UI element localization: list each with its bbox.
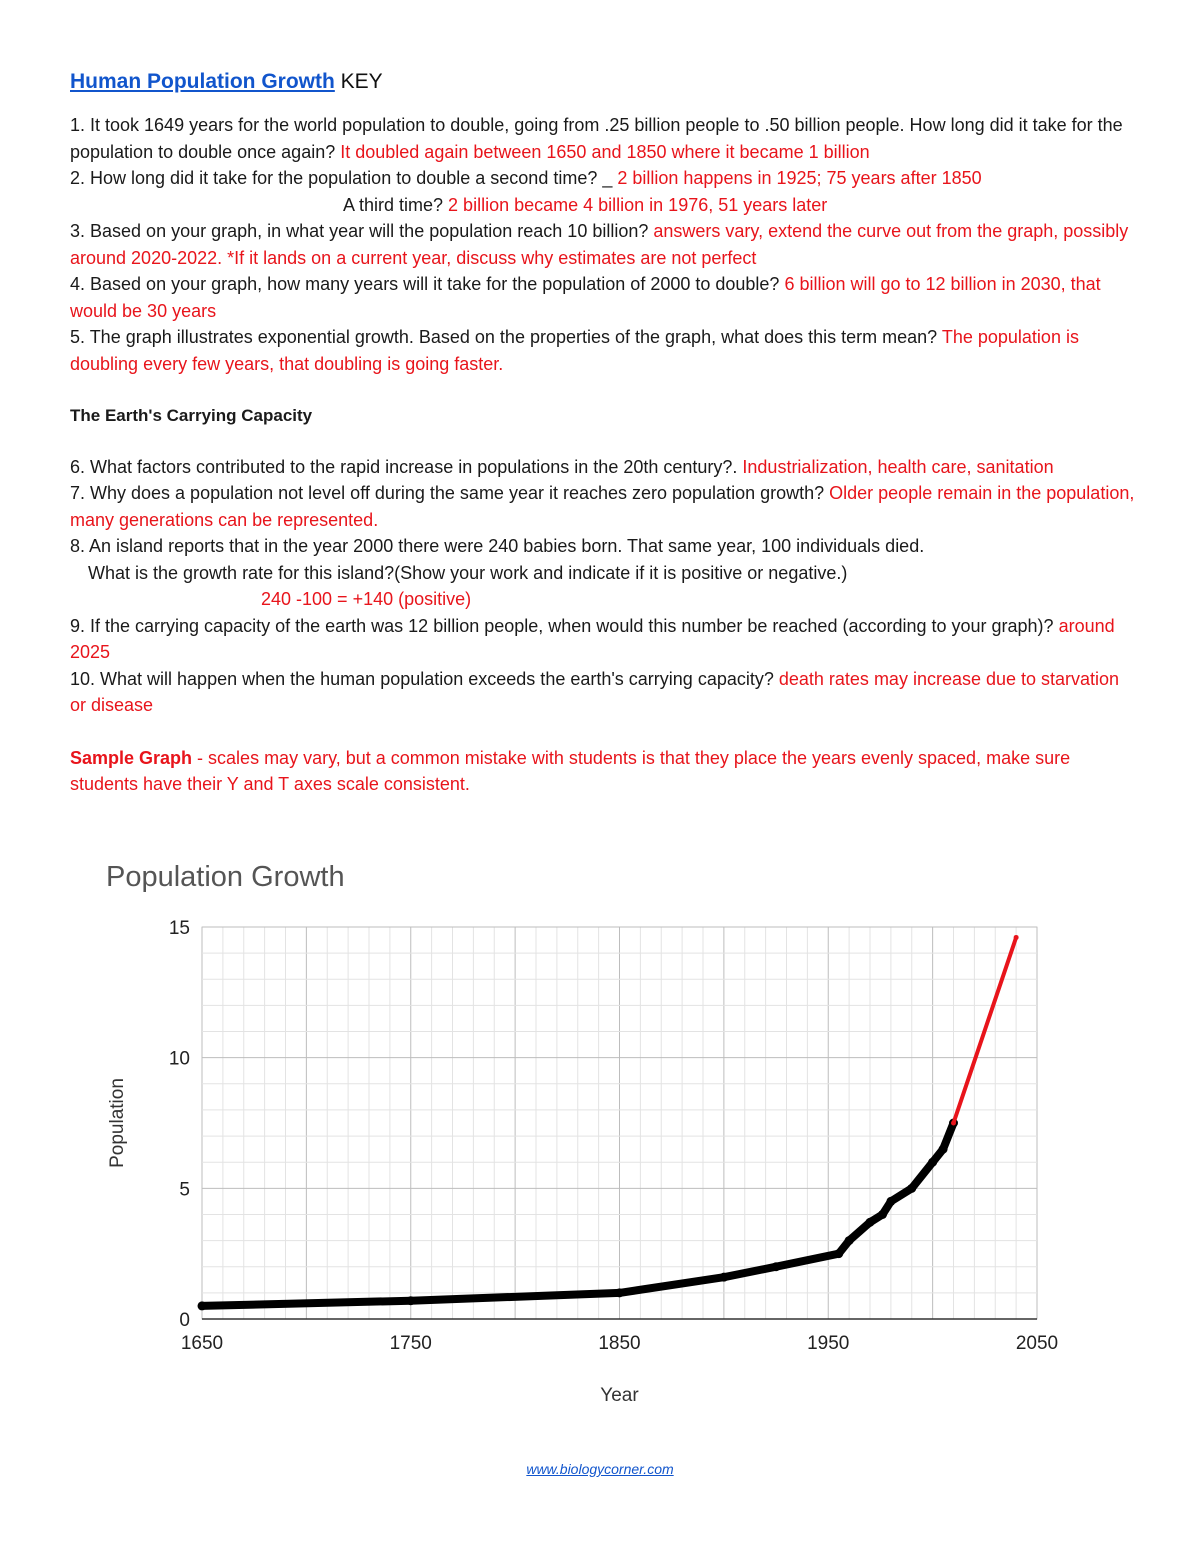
sample-graph-note — [70, 745, 1140, 798]
data-point — [834, 1249, 843, 1258]
answer-3: answers vary, extend the curve out from the graph, possibly around 2020-2022. *If it lands on a current year, discuss why estimates are not perfect — [70, 221, 1129, 268]
question-8-text: 8. An island reports that in the year 2000 there were 240 babies born. That same year, 100 individuals died. — [70, 536, 925, 556]
question-9 — [70, 613, 1140, 666]
question-7 — [70, 480, 1140, 533]
footer-link[interactable]: www.biologycorner.com — [526, 1461, 674, 1477]
sample-graph-heading: Sample Graph — [70, 747, 193, 768]
data-point — [406, 1296, 415, 1305]
question-4-text: 4. Based on your graph, how many years will it take for the population of 2000 to double? — [70, 274, 785, 294]
answer-7: Older people remain in the population, many generations can be represented. — [70, 483, 1135, 530]
data-point — [939, 1145, 948, 1154]
y-tick-label: 15 — [168, 918, 190, 939]
worksheet-page — [70, 70, 1140, 798]
data-point — [719, 1273, 728, 1282]
y-tick-label: 0 — [179, 1310, 190, 1331]
x-tick-label: 1850 — [598, 1333, 641, 1354]
title-suffix: KEY — [340, 70, 383, 93]
data-point — [198, 1301, 207, 1310]
question-8b — [70, 560, 1140, 587]
answer-1: It doubled again between 1650 and 1850 where it became 1 billion — [340, 141, 870, 162]
question-10 — [70, 666, 1140, 719]
data-point — [886, 1197, 895, 1206]
question-6-text: 6. What factors contributed to the rapid increase in populations in the 20th century?. — [70, 456, 743, 477]
question-8 — [70, 533, 1140, 560]
question-5-text: 5. The graph illustrates exponential growth. Based on the properties of the graph, what does this term mean? — [70, 327, 942, 347]
population-chart — [100, 850, 1080, 1420]
section-title: The Earth's Carrying Capacity — [70, 406, 313, 425]
data-point — [1014, 935, 1019, 940]
y-axis-label: Population — [107, 1078, 128, 1168]
question-3 — [70, 218, 1140, 271]
question-10-text: 10. What will happen when the human population exceeds the earth's carrying capacity? — [70, 668, 779, 689]
question-1 — [70, 112, 1140, 165]
x-axis-label: Year — [600, 1385, 639, 1406]
y-tick-label: 5 — [179, 1179, 190, 1201]
data-point — [907, 1184, 916, 1193]
answer-2b: 2 billion became 4 billion in 1976, 51 years later — [448, 194, 828, 215]
answer-4: 6 billion will go to 12 billion in 2030, that would be 30 years — [70, 274, 1101, 321]
answer-10: death rates may increase due to starvation or disease — [70, 668, 1120, 715]
answer-2: 2 billion happens in 1925; 75 years after 1850 — [617, 168, 982, 188]
answer-5: The population is doubling every few years, that doubling is going faster. — [70, 327, 1079, 374]
page-title — [70, 70, 1140, 94]
answer-8-text: 240 -100 = +140 (positive) — [261, 589, 472, 609]
answer-8 — [70, 586, 1140, 613]
question-2-text: 2. How long did it take for the population to double a second time? _ — [70, 168, 618, 188]
y-tick-label: 10 — [168, 1048, 190, 1070]
question-4 — [70, 271, 1140, 324]
x-tick-label: 1650 — [180, 1333, 224, 1354]
data-point — [951, 1121, 956, 1126]
answer-9: around 2025 — [70, 615, 1115, 662]
question-2b-text: A third time? — [343, 194, 449, 215]
data-point — [866, 1218, 875, 1227]
question-3-text: 3. Based on your graph, in what year will the population reach 10 billion? — [70, 221, 654, 241]
x-tick-label: 1750 — [389, 1333, 432, 1354]
data-point — [615, 1288, 624, 1297]
footer — [0, 1461, 1200, 1477]
data-point — [845, 1236, 854, 1245]
question-6 — [70, 454, 1140, 481]
title-link[interactable]: Human Population Growth — [70, 70, 335, 93]
question-2b — [70, 192, 1140, 219]
x-tick-label: 1950 — [807, 1333, 850, 1354]
data-point — [928, 1158, 937, 1167]
question-9-text: 9. If the carrying capacity of the earth was 12 billion people, when would this number be reached (according to your graph)? — [70, 615, 1059, 636]
data-point — [878, 1210, 887, 1219]
chart-title: Population Growth — [106, 861, 345, 893]
question-1-text: 1. It took 1649 years for the world population to double, going from .25 billion people to .50 billion people. How long did it take for the population to double once again? — [70, 115, 1123, 162]
question-8b-text: What is the growth rate for this island?(Show your work and indicate if it is positive or negative.) — [88, 562, 848, 583]
question-5 — [70, 324, 1140, 377]
x-tick-label: 2050 — [1015, 1333, 1059, 1354]
question-list — [70, 112, 1140, 798]
question-7-text: 7. Why does a population not level off during the same year it reaches zero population growth? — [70, 483, 830, 503]
question-2 — [70, 165, 1140, 192]
answer-6: Industrialization, health care, sanitation — [742, 456, 1054, 477]
sample-graph-description: - scales may vary, but a common mistake with students is that they place the years evenly spaced, make sure students have their Y and T axes scale consistent. — [70, 747, 1071, 794]
population-chart-svg — [100, 850, 1080, 1420]
data-point — [772, 1262, 781, 1271]
